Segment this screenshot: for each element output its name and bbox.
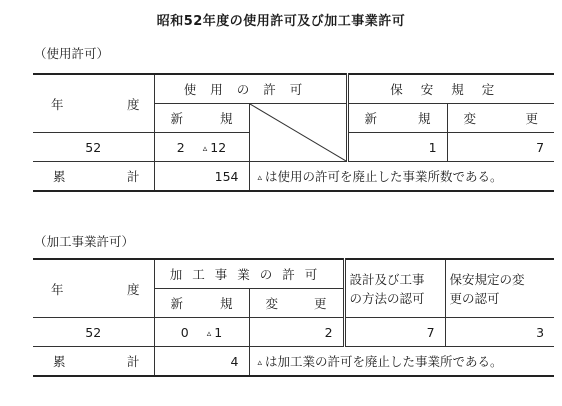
footnote	[249, 162, 554, 192]
year-header-char2: 度	[126, 96, 140, 112]
safety-new-char2: 規	[418, 111, 431, 126]
section-heading-processing: （加工事業許可）	[34, 234, 135, 249]
note-triangle-icon-2: ▵	[257, 358, 263, 368]
footnote-2	[249, 347, 554, 377]
footnote-text: は使用の許可を廃止した事業所数である。	[265, 169, 503, 184]
diagonal-line	[250, 104, 346, 161]
total-label-2	[33, 347, 154, 377]
total-label	[33, 162, 154, 192]
note-triangle-icon: ▵	[257, 173, 263, 183]
safety-new-char1: 新	[364, 111, 378, 126]
year-header-2-char2: 度	[126, 281, 140, 297]
safety-change-approval-header	[445, 259, 554, 318]
diagonal-blank-cell	[249, 104, 347, 162]
year-header	[33, 74, 154, 133]
processing-license-table	[33, 258, 554, 377]
use-new-value: 2	[176, 139, 185, 155]
safety-new-value: 1	[347, 133, 447, 162]
use-permit-table	[33, 73, 554, 192]
total-label-2-char1: 累	[53, 354, 66, 369]
use-new-header	[154, 104, 249, 133]
license-change-char1: 変	[265, 296, 279, 311]
safety-change-char2: 更	[525, 111, 539, 126]
use-values-cell	[154, 133, 249, 162]
abolish-triangle-icon: ▵	[202, 143, 208, 154]
page-title: 昭和52年度の使用許可及び加工事業許可	[156, 14, 406, 29]
license-change-value: 2	[249, 318, 344, 347]
license-change-header	[249, 289, 344, 318]
year-header-2	[33, 259, 154, 318]
footnote-2-text: は加工業の許可を廃止した事業所である。	[265, 354, 503, 369]
total-label-char2: 計	[126, 169, 140, 184]
license-new-char1: 新	[170, 296, 184, 311]
year-header-2-char1: 年	[51, 281, 64, 297]
design-approval-line2: の方法の認可	[349, 290, 425, 306]
safety-change-char1: 変	[463, 111, 477, 126]
safety-change-header	[447, 104, 554, 133]
use-abolish-value: 12	[210, 139, 227, 155]
year-value: 52	[33, 133, 154, 162]
use-permit-group-header: 使用の許可	[154, 74, 347, 104]
year-header-char1: 年	[51, 96, 64, 112]
total-label-char1: 累	[53, 169, 66, 184]
safety-new-header	[347, 104, 447, 133]
license-abolish-value: 1	[214, 324, 223, 340]
design-approval-header	[344, 259, 445, 318]
license-group-header: 加工事業の許可	[154, 259, 344, 289]
license-new-header	[154, 289, 249, 318]
total-value: 154	[154, 162, 249, 192]
use-new-char2: 規	[219, 111, 233, 126]
safety-approval-line1: 保安規定の変	[449, 271, 525, 287]
total-value-2: 4	[154, 347, 249, 377]
safety-change-value: 7	[447, 133, 554, 162]
section-heading-use-permit: （使用許可）	[34, 46, 110, 61]
design-approval-value: 7	[344, 318, 445, 347]
abolish-triangle-icon-2: ▵	[206, 328, 212, 339]
license-new-value: 0	[180, 324, 189, 340]
safety-rules-group-header: 保安規定	[347, 74, 554, 104]
safety-approval-value: 3	[445, 318, 554, 347]
license-change-char2: 更	[314, 296, 327, 311]
license-new-char2: 規	[219, 296, 233, 311]
license-new-values-cell	[154, 318, 249, 347]
total-label-2-char2: 計	[126, 354, 140, 369]
design-approval-line1: 設計及び工事	[349, 271, 425, 287]
safety-approval-line2: 更の認可	[449, 290, 500, 306]
use-new-char1: 新	[170, 111, 184, 126]
year-value-2: 52	[33, 318, 154, 347]
